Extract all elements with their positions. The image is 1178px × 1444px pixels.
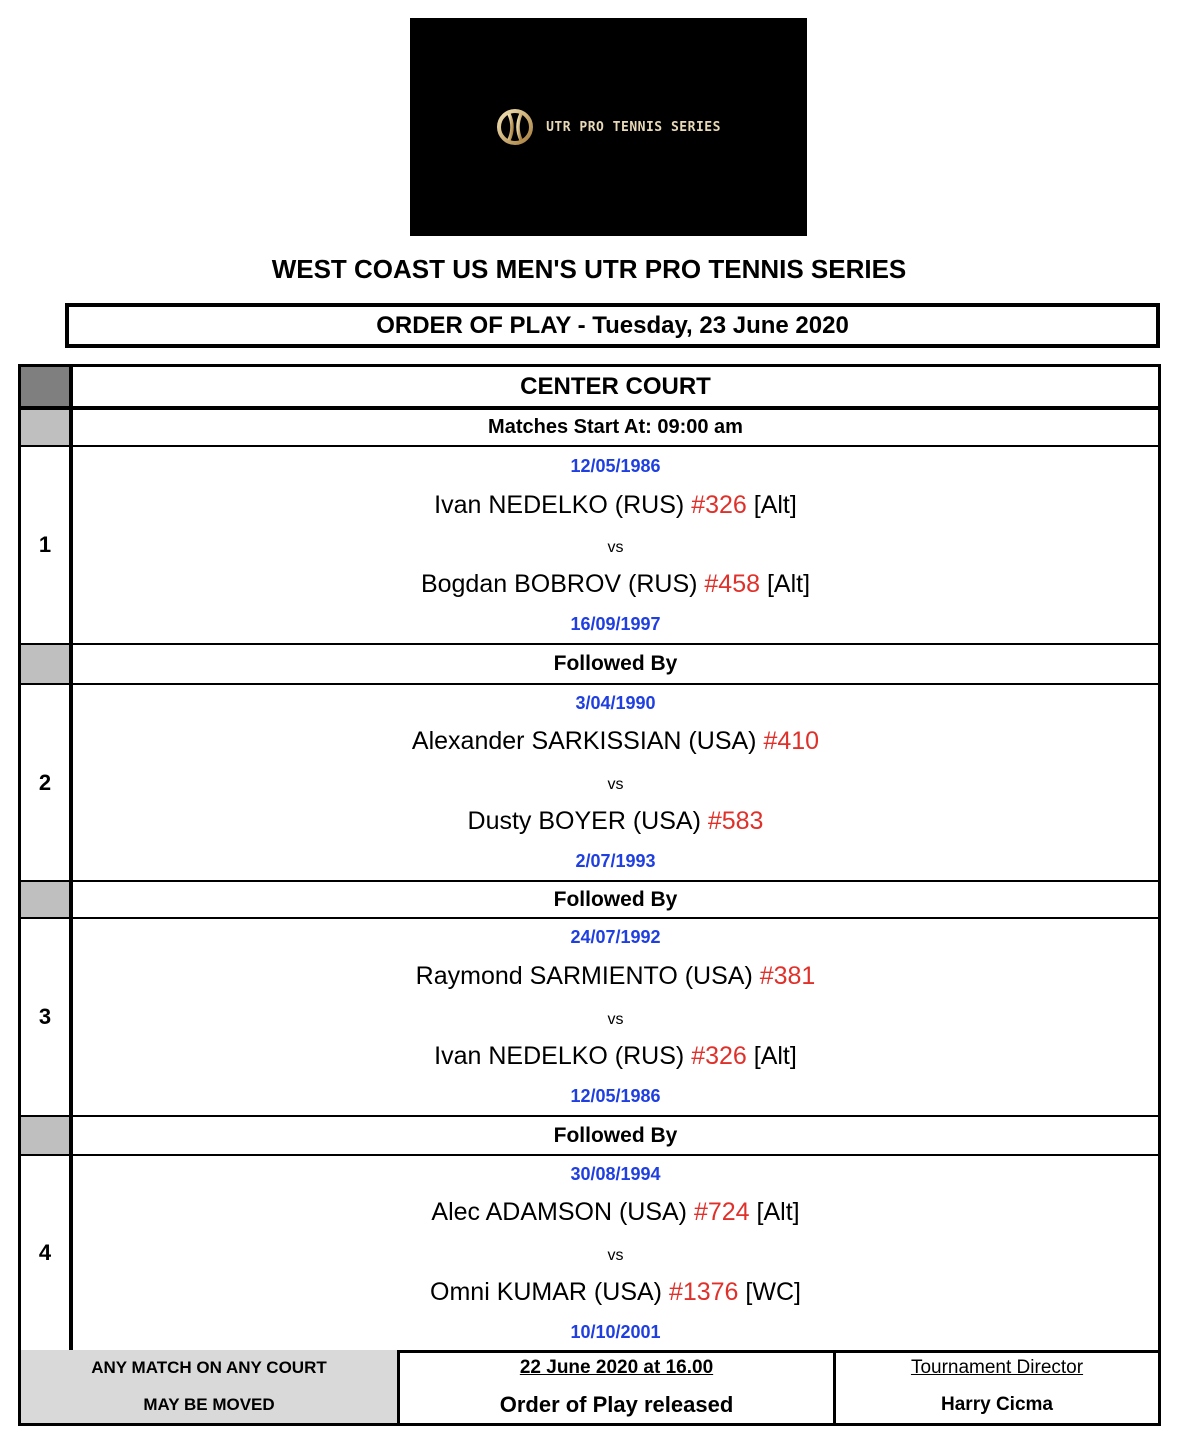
- vs-label: vs: [607, 1011, 624, 1028]
- footer: [18, 1350, 1161, 1426]
- player2-dob: 16/09/1997: [570, 614, 661, 634]
- player1-dob: 30/08/1994: [570, 1164, 661, 1184]
- start-time-row: [21, 410, 1158, 447]
- player2-dob: 12/05/1986: [570, 1086, 661, 1106]
- vs-label: vs: [607, 776, 624, 793]
- player1-rank: #724: [693, 1198, 750, 1226]
- start-time: Matches Start At: 09:00 am: [488, 416, 743, 438]
- player2-rank: #458: [704, 570, 761, 598]
- tennis-ball-icon: [496, 108, 534, 146]
- followed-by-row: [21, 645, 1158, 685]
- release-date: 22 June 2020 at 16.00: [519, 1357, 714, 1379]
- player1-rank: #410: [763, 727, 820, 755]
- player2: Bogdan BOBROV (RUS) #458 [Alt]: [420, 570, 811, 598]
- player1-rank: #326: [691, 491, 747, 519]
- player2-rank: #326: [691, 1042, 747, 1070]
- release-label: Order of Play released: [499, 1391, 734, 1417]
- player2: Omni KUMAR (USA) #1376 [WC]: [430, 1278, 801, 1306]
- match-number: 4: [21, 1156, 73, 1350]
- move-notice: ANY MATCH ON ANY COURT MAY BE MOVED: [21, 1350, 400, 1423]
- match-row: [21, 919, 1158, 1117]
- followed-by-label: Followed By: [553, 652, 678, 675]
- followed-by-row: [21, 1117, 1158, 1156]
- player1: Raymond SARMIENTO (USA) #381: [415, 962, 816, 990]
- player2-dob: 2/07/1993: [575, 851, 656, 871]
- player1-dob: 24/07/1992: [570, 927, 661, 947]
- schedule-table: [18, 364, 1161, 1426]
- match-row: [21, 685, 1158, 882]
- page-title: WEST COAST US MEN'S UTR PRO TENNIS SERIES: [271, 254, 907, 284]
- director-name: Harry Cicma: [941, 1393, 1053, 1415]
- followed-by-label: Followed By: [553, 1123, 678, 1147]
- player1: Ivan NEDELKO (RUS) #326 [Alt]: [434, 491, 797, 519]
- match-number: 3: [21, 919, 73, 1115]
- release-info: [400, 1350, 836, 1423]
- tournament-director: [836, 1350, 1158, 1423]
- followed-by-label: Followed By: [553, 887, 678, 911]
- player2: Ivan NEDELKO (RUS) #326 [Alt]: [434, 1042, 797, 1070]
- player2-rank: #583: [707, 807, 764, 835]
- vs-label: vs: [607, 1247, 624, 1264]
- player2: Dusty BOYER (USA) #583: [467, 807, 764, 835]
- utr-logo: [410, 18, 807, 236]
- vs-label: vs: [607, 539, 624, 556]
- start-time-marker: [21, 410, 73, 445]
- player1: Alec ADAMSON (USA) #724 [Alt]: [431, 1198, 800, 1226]
- court-header-marker: [21, 367, 73, 406]
- court-header-row: [21, 367, 1158, 410]
- match-row: [21, 1156, 1158, 1353]
- court-name: CENTER COURT: [520, 372, 711, 400]
- logo-text: UTR PRO TENNIS SERIES: [546, 119, 721, 135]
- match-row: [21, 447, 1158, 645]
- followed-by-row: [21, 882, 1158, 919]
- player1-rank: #381: [759, 962, 816, 990]
- order-of-play-heading: ORDER OF PLAY - Tuesday, 23 June 2020: [65, 303, 1160, 348]
- player1-dob: 3/04/1990: [575, 693, 656, 713]
- director-label: Tournament Director: [910, 1357, 1084, 1379]
- player1-dob: 12/05/1986: [570, 456, 661, 476]
- player1: Alexander SARKISSIAN (USA) #410: [411, 727, 820, 755]
- match-number: 1: [21, 447, 73, 643]
- player2-rank: #1376: [668, 1278, 739, 1306]
- player2-dob: 10/10/2001: [570, 1322, 661, 1342]
- match-number: 2: [21, 685, 73, 880]
